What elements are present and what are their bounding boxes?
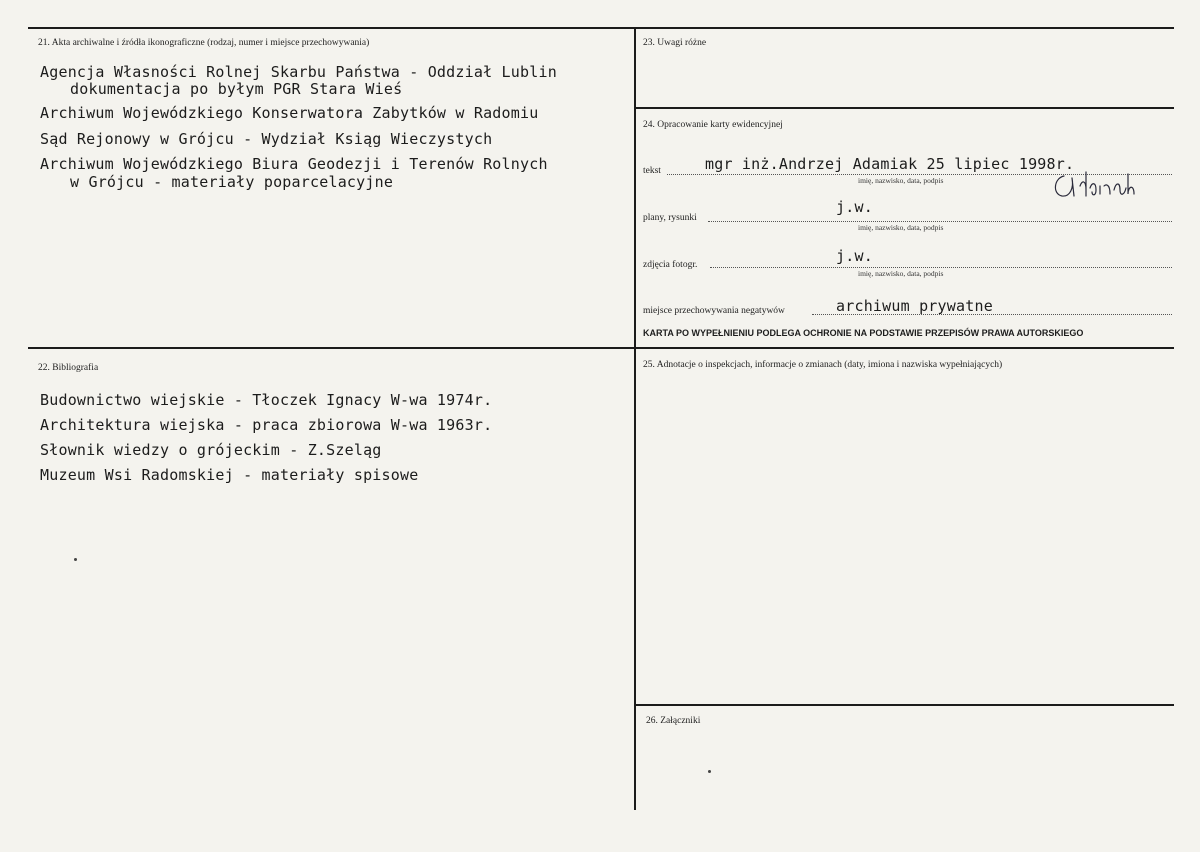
- tekst-caption: imię, nazwisko, data, podpis: [858, 176, 944, 185]
- section-22-label: 22. Bibliografia: [38, 363, 99, 373]
- section-21-line-5: Archiwum Wojewódzkiego Biura Geodezji i Terenów Rolnych: [40, 155, 548, 173]
- tekst-label: tekst: [643, 166, 661, 176]
- zdjecia-value: j.w.: [836, 247, 873, 265]
- zdjecia-dotted-line: [710, 267, 1172, 268]
- section-23-label: 23. Uwagi różne: [643, 38, 707, 48]
- plany-label: plany, rysunki: [643, 213, 697, 223]
- paper-speck: [74, 558, 77, 561]
- plany-dotted-line: [708, 221, 1172, 222]
- copyright-notice: KARTA PO WYPEŁNIENIU PODLEGA OCHRONIE NA PODSTAWIE PRZEPISÓW PRAWA AUTORSKIEGO: [643, 328, 1084, 338]
- section-21-line-3: Archiwum Wojewódzkiego Konserwatora Zabytków w Radomiu: [40, 104, 539, 122]
- section-21-line-1: Agencja Własności Rolnej Skarbu Państwa - Oddział Lublin: [40, 63, 557, 81]
- zdjecia-label: zdjęcia fotogr.: [643, 260, 698, 270]
- plany-value: j.w.: [836, 198, 873, 216]
- section-24-label: 24. Opracowanie karty ewidencyjnej: [643, 120, 783, 130]
- rule-above-26: [636, 704, 1174, 706]
- paper-speck: [708, 770, 711, 773]
- plany-caption: imię, nazwisko, data, podpis: [858, 223, 944, 232]
- middle-rule: [28, 347, 1174, 349]
- section-26-label: 26. Załączniki: [646, 716, 701, 726]
- rule-below-23: [636, 107, 1174, 109]
- top-rule: [28, 27, 1174, 29]
- negatywy-value: archiwum prywatne: [836, 297, 993, 315]
- section-21-line-6: w Grójcu - materiały poparcelacyjne: [70, 173, 394, 191]
- zdjecia-caption: imię, nazwisko, data, podpis: [858, 269, 944, 278]
- section-21-label: 21. Akta archiwalne i źródła ikonograficzne (rodzaj, numer i miejsce przechowywania): [38, 38, 370, 48]
- center-rule: [634, 27, 636, 810]
- section-22-line-3: Słownik wiedzy o grójeckim - Z.Szeląg: [40, 441, 382, 459]
- section-21-line-2: dokumentacja po byłym PGR Stara Wieś: [70, 80, 403, 98]
- section-22-line-1: Budownictwo wiejskie - Tłoczek Ignacy W-wa 1974r.: [40, 391, 493, 409]
- handwritten-signature: [1048, 166, 1138, 202]
- section-21-line-4: Sąd Rejonowy w Grójcu - Wydział Ksiąg Wieczystych: [40, 130, 493, 148]
- section-25-label: 25. Adnotacje o inspekcjach, informacje o zmianach (daty, imiona i nazwiska wypełniających): [643, 360, 1003, 370]
- tekst-value: mgr inż.Andrzej Adamiak 25 lipiec 1998r.: [705, 155, 1075, 173]
- section-22-line-4: Muzeum Wsi Radomskiej - materiały spisowe: [40, 466, 419, 484]
- section-22-line-2: Architektura wiejska - praca zbiorowa W-wa 1963r.: [40, 416, 493, 434]
- negatywy-label: miejsce przechowywania negatywów: [643, 306, 785, 316]
